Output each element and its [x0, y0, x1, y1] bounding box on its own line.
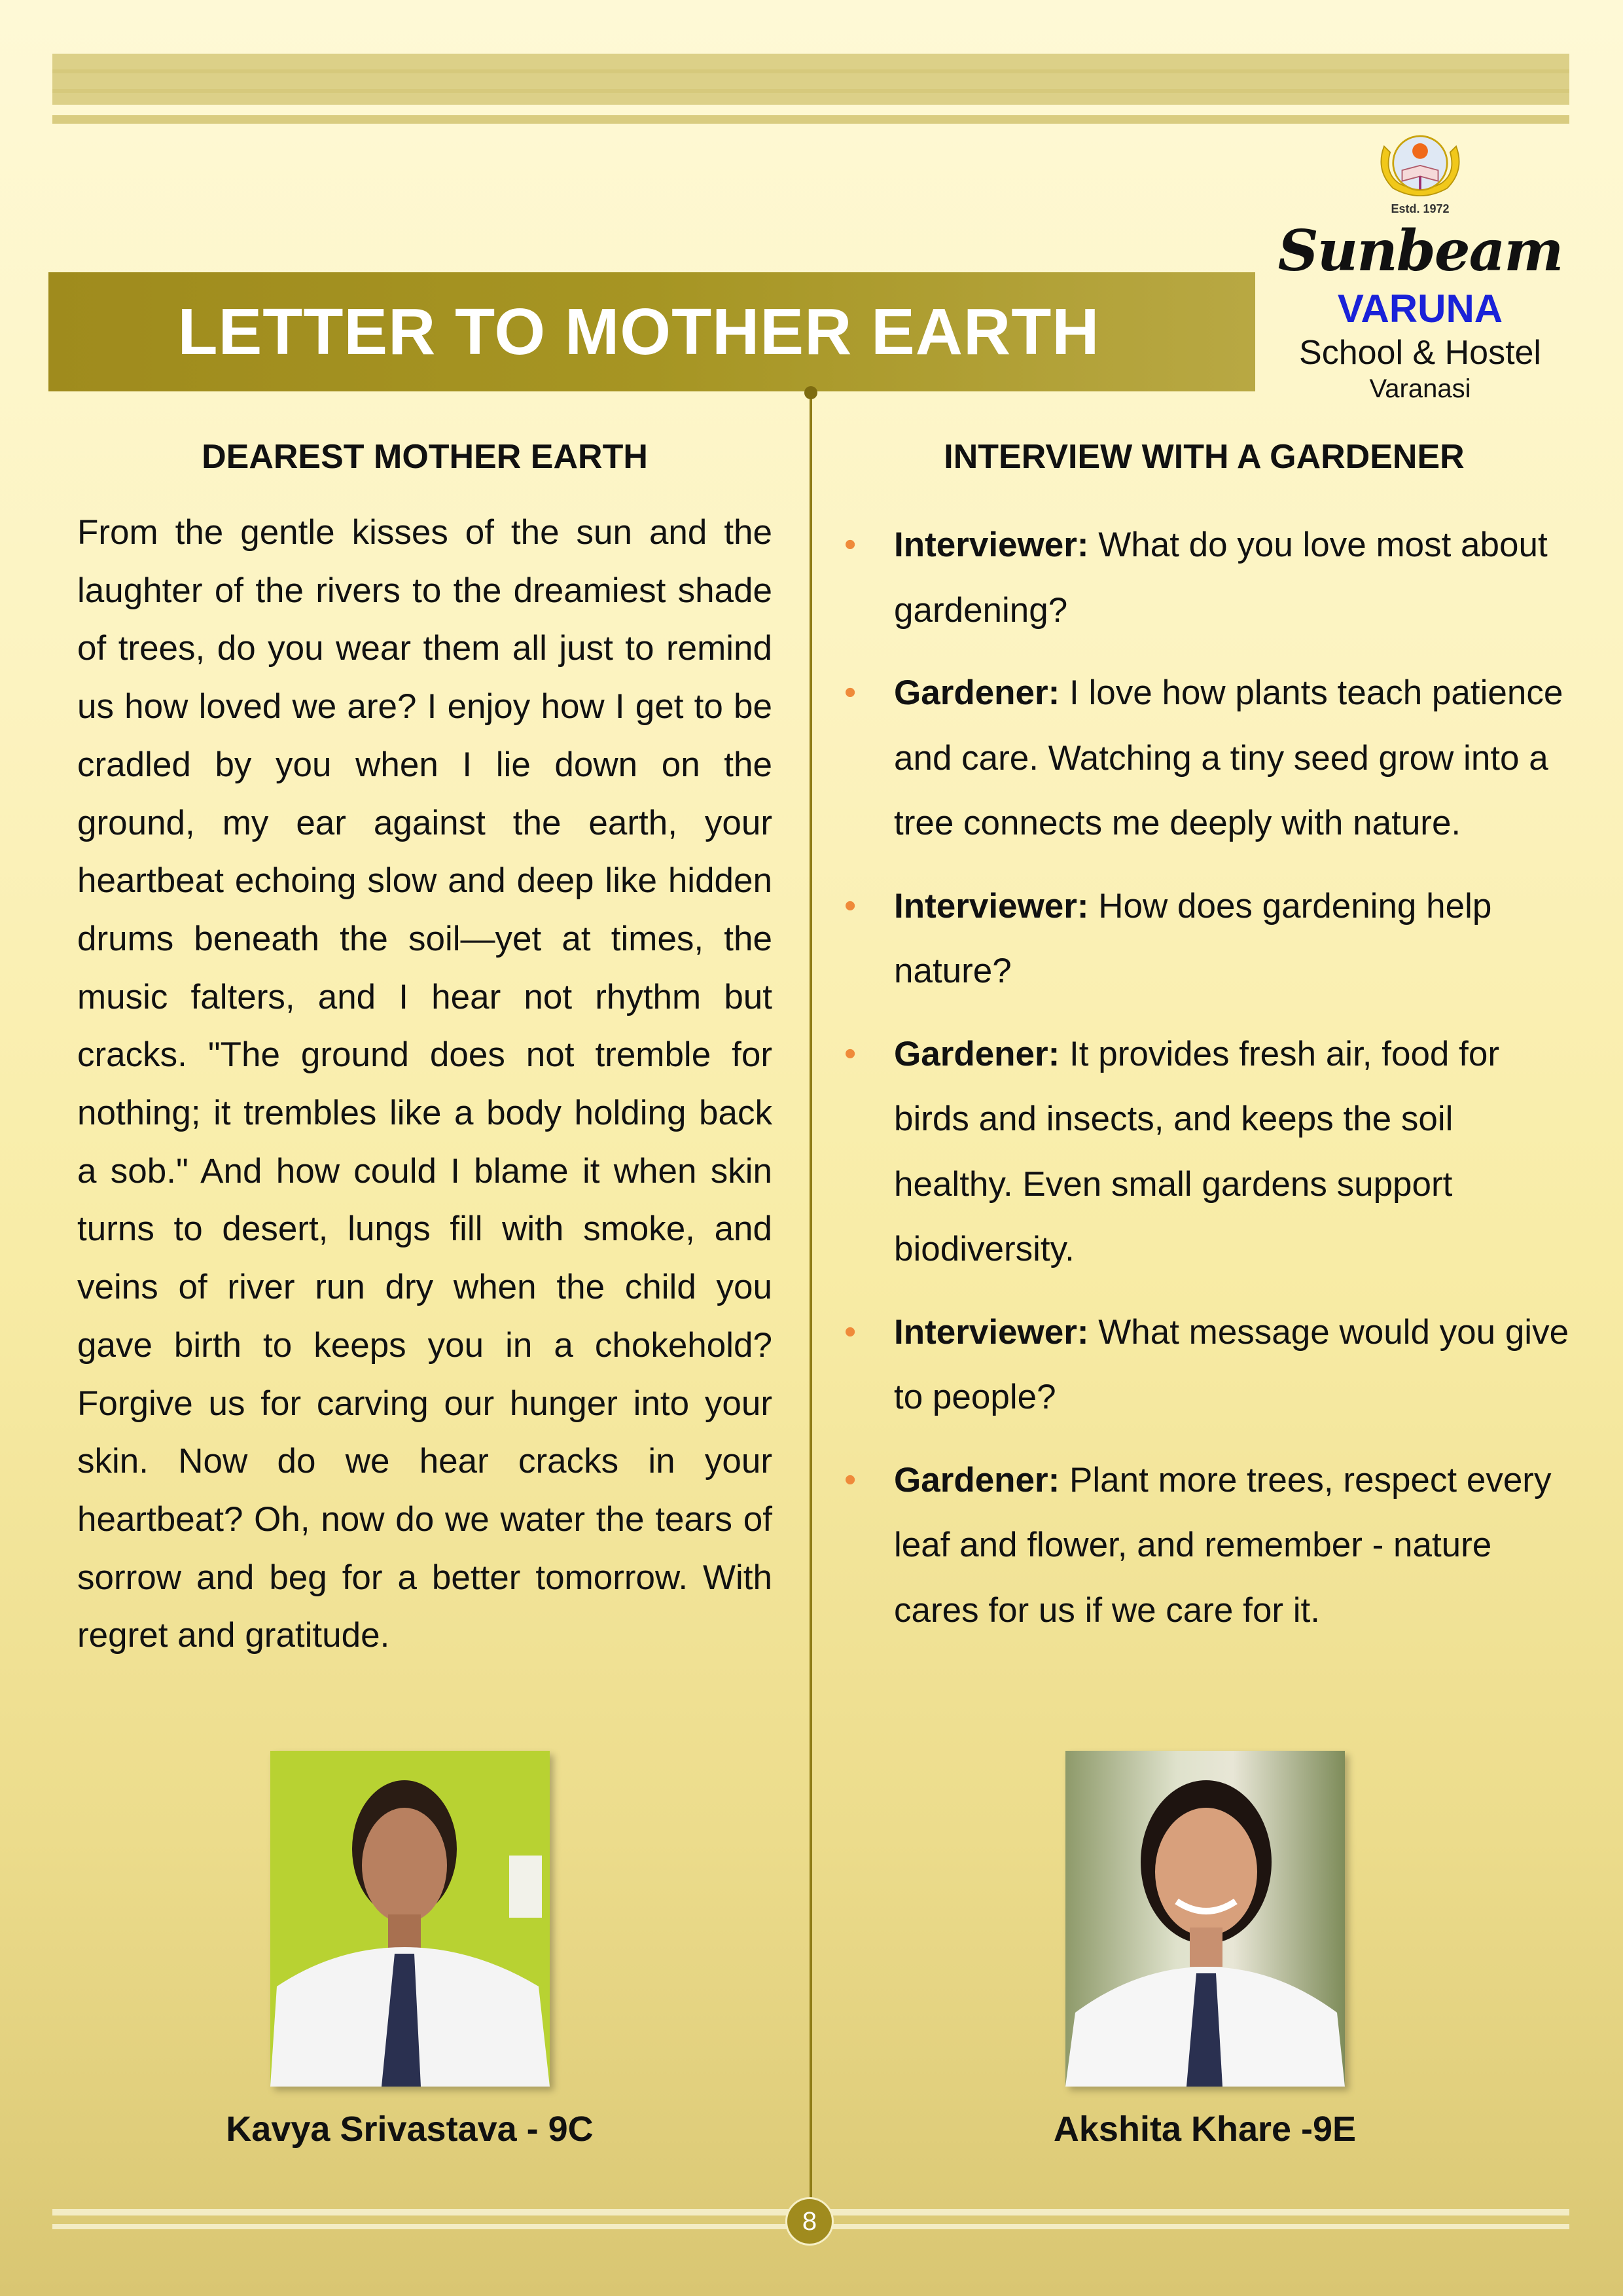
bullet-icon: • [844, 1034, 857, 1073]
established-year: Estd. 1972 [1391, 202, 1450, 215]
interview-heading: INTERVIEW WITH A GARDENER [944, 438, 1465, 476]
school-name: Sunbeam [1277, 218, 1563, 284]
item-text: How does gardening help nature? [894, 886, 1492, 990]
bullet-icon: • [844, 886, 857, 925]
speaker-label: Interviewer: [894, 526, 1089, 564]
item-text: Plant more trees, respect every leaf and flower, and remember - nature cares for us if we care for it. [894, 1460, 1552, 1630]
school-city: Varanasi [1369, 374, 1471, 403]
list-item [844, 1022, 1577, 1282]
item-text: It provides fresh air, food for birds and insects, and keeps the soil healthy. Even small gardens support biodiversity. [894, 1034, 1499, 1268]
bullet-icon: • [844, 1460, 857, 1499]
column-divider [810, 391, 812, 2208]
letter-body: From the gentle kisses of the sun and the laughter of the rivers to the dreamiest shade of trees, do you wear them all just to remind us how loved we are? I enjoy how I get to be cradled by you when I lie down on the ground, my ear against the earth, your heartbeat echoing slow and deep like hidden drums beneath the soil—yet at times, the music falters, and I hear not rhythm but cracks. "The ground does not tremble for nothing; it trembles like a body holding back a sob." And how could I blame it when skin turns to desert, lungs fill with smoke, and veins of river run dry when the child you gave birth to keeps you in a chokehold? Forgive us for carving our hunger into your skin. Now do we hear cracks in your heartbeat? Oh, now do we water the tears of sorrow and beg for a better tomorrow. With regret and gratitude. [77, 513, 772, 1655]
speaker-label: Gardener: [894, 1034, 1060, 1073]
speaker-label: Gardener: [894, 673, 1060, 712]
item-text: I love how plants teach patience and care. Watching a tiny seed grow into a tree connects me deeply with nature. [894, 673, 1563, 842]
bullet-icon: • [844, 526, 857, 564]
interview-list [844, 512, 1577, 1660]
list-item [844, 660, 1577, 856]
speaker-label: Gardener: [894, 1460, 1060, 1499]
school-logo [1270, 128, 1571, 404]
school-type: School & Hostel [1299, 334, 1541, 372]
speaker-label: Interviewer: [894, 1312, 1089, 1352]
bullet-icon: • [844, 1312, 857, 1351]
list-item [844, 512, 1577, 643]
school-emblem-icon [1368, 128, 1472, 200]
list-item [844, 874, 1577, 1004]
top-decorative-line [52, 115, 1569, 124]
bullet-icon: • [844, 673, 857, 711]
speaker-label: Interviewer: [894, 886, 1089, 925]
photo-caption-right: Akshita Khare -9E [1053, 2109, 1357, 2149]
top-decorative-bar [52, 54, 1569, 105]
item-text: What do you love most about gardening? [894, 526, 1548, 630]
student-photo-kavya [270, 1751, 550, 2087]
divider-dot [804, 386, 817, 399]
photo-caption-left: Kavya Srivastava - 9C [226, 2109, 594, 2149]
list-item [844, 1448, 1577, 1643]
item-text: What message would you give to people? [894, 1312, 1569, 1416]
student-photo-akshita [1065, 1751, 1345, 2087]
page-number: 8 [785, 2197, 834, 2246]
letter-heading: DEAREST MOTHER EARTH [202, 438, 648, 476]
title-banner [48, 272, 1255, 391]
list-item [844, 1300, 1577, 1430]
school-branch: VARUNA [1337, 287, 1503, 331]
page-title: LETTER TO MOTHER EARTH [177, 295, 1100, 368]
